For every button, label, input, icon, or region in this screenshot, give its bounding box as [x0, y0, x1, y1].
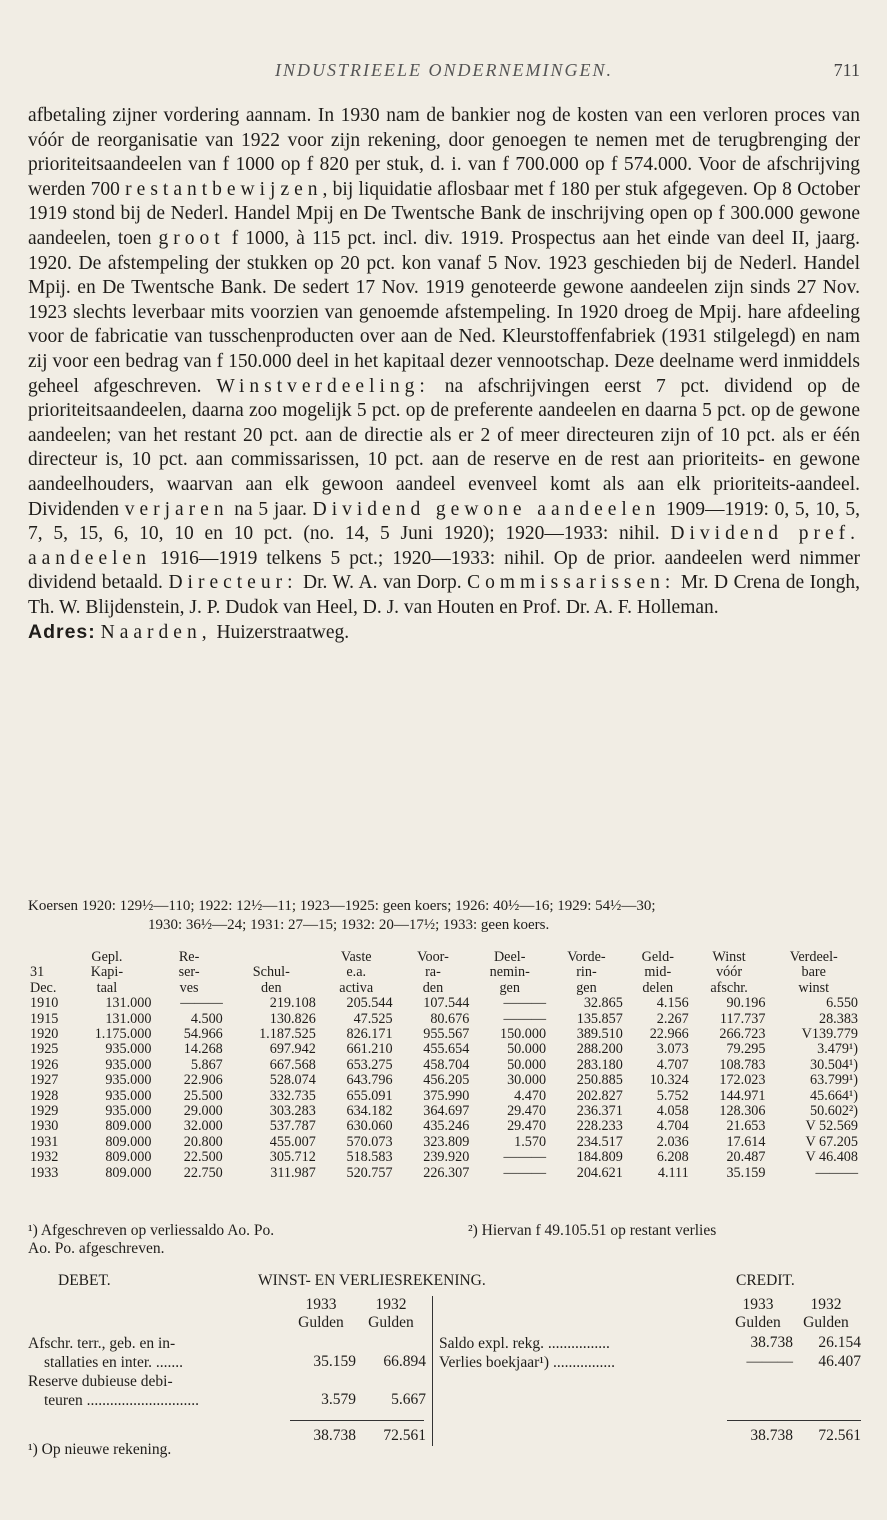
- row-year: 1933: [30, 1164, 59, 1181]
- table-cell: 435.246: [423, 1118, 470, 1135]
- column-header: [60, 950, 153, 996]
- table-cell: 234.517: [576, 1133, 623, 1150]
- debet-row: [28, 1334, 183, 1372]
- column-header-part: Geld-: [641, 949, 674, 965]
- row-year: 1928: [30, 1087, 59, 1104]
- table-cell: 202.827: [576, 1087, 623, 1104]
- table-row: [28, 1119, 860, 1134]
- footnote: ²) Hiervan f 49.105.51 op restant verlies: [468, 1222, 717, 1239]
- column-header: [548, 950, 625, 996]
- table-cell: 809.000: [105, 1164, 152, 1181]
- table-cell: 50.000: [507, 1041, 547, 1058]
- table-cell: ———: [503, 995, 547, 1012]
- text-run: afbetaling zijner vordering aannam. In 1930 nam de bankier nog de kosten van een verloren proces van vóór de reorganisatie van 1922 voor zijn rekening, door genoegen te nemen met de terugbrenging der prioriteitsaandeelen van f 1000 op f 820 per stuk, d. i. van f 700.000 op f 574.000. Voor de afschrijving werden 700: [28, 105, 860, 200]
- table-cell: 250.885: [576, 1072, 623, 1089]
- column-header: [691, 950, 768, 996]
- column-header: [28, 950, 60, 996]
- unit: Gulden: [803, 1314, 849, 1331]
- table-row: [28, 1104, 860, 1119]
- table-cell: 661.210: [346, 1041, 393, 1058]
- table-cell: 63.799¹): [810, 1072, 858, 1089]
- column-header: [767, 950, 860, 996]
- table-cell: 809.000: [105, 1149, 152, 1166]
- table-cell: 332.735: [269, 1087, 316, 1104]
- total: 72.561: [818, 1427, 861, 1444]
- table-cell: 809.000: [105, 1133, 152, 1150]
- table-cell: 935.000: [105, 1087, 152, 1104]
- row-year: 1927: [30, 1072, 59, 1089]
- table-cell: 3.073: [656, 1041, 689, 1058]
- table-cell: 935.000: [105, 1072, 152, 1089]
- table-cell: 32.000: [183, 1118, 223, 1135]
- table-cell: 537.787: [269, 1118, 316, 1135]
- table-cell: 375.990: [423, 1087, 470, 1104]
- table-cell: 17.614: [726, 1133, 766, 1150]
- table-row: [28, 996, 860, 1011]
- table-cell: 935.000: [105, 1041, 152, 1058]
- column-header-part: Winst: [712, 949, 746, 965]
- row-label: Afschr. terr., geb. en in-: [28, 1335, 176, 1352]
- row-year: 1932: [30, 1149, 59, 1166]
- table-cell: 50.000: [507, 1056, 547, 1073]
- table-cell: 630.060: [346, 1118, 393, 1135]
- table-cell: 3.479¹): [817, 1041, 858, 1058]
- table-cell: 107.544: [423, 995, 470, 1012]
- row-label: teuren .............................: [44, 1392, 199, 1409]
- column-header-part: nemin-: [489, 964, 530, 981]
- column-header-part: gen: [576, 979, 597, 996]
- total: 38.738: [750, 1427, 793, 1444]
- amount: ———: [746, 1353, 793, 1370]
- table-cell: 4.156: [656, 995, 689, 1012]
- table-cell: V 52.569: [805, 1118, 858, 1135]
- row-year: 1925: [30, 1041, 59, 1058]
- spaced-term: groot: [158, 227, 225, 249]
- table-cell: 47.525: [353, 1010, 393, 1027]
- table-cell: 311.987: [270, 1164, 316, 1181]
- table-cell: 205.544: [346, 995, 393, 1012]
- table-cell: 643.796: [346, 1072, 393, 1089]
- column-header-part: den: [261, 979, 282, 996]
- table-cell: 5.752: [656, 1087, 689, 1104]
- column-header: [625, 950, 691, 996]
- column-header-part: Schul-: [252, 964, 290, 981]
- table-cell: 570.073: [346, 1133, 393, 1150]
- table-cell: 45.664¹): [810, 1087, 858, 1104]
- table-head: [28, 950, 860, 996]
- total: 72.561: [383, 1427, 426, 1444]
- total: 38.738: [313, 1427, 356, 1444]
- row-label: stallaties en inter. .......: [44, 1354, 184, 1371]
- table-row: [28, 1042, 860, 1057]
- table-cell: 25.500: [183, 1087, 223, 1104]
- table-cell: 283.180: [576, 1056, 623, 1073]
- running-title: INDUSTRIEELE ONDERNEMINGEN.: [275, 60, 613, 80]
- column-header-part: mid-: [644, 964, 672, 981]
- text-run: , bij liquidatie aflosbaar met f 180 per stuk afgegeven. Op 8 October 1919 stond bij de Nederl. Handel Mpij en De Twentsche Bank de inschrijving open op f 300.000 gewone aandeelen, toen: [28, 178, 860, 249]
- table-cell: 323.809: [423, 1133, 470, 1150]
- table-cell: 14.268: [183, 1041, 223, 1058]
- table-cell: 6.550: [826, 995, 858, 1012]
- table-cell: 288.200: [576, 1041, 623, 1058]
- table-cell: 22.500: [183, 1149, 223, 1166]
- table-row: [28, 1089, 860, 1104]
- table-cell: 935.000: [105, 1056, 152, 1073]
- amount: 46.407: [818, 1353, 861, 1370]
- table-cell: 131.000: [105, 995, 152, 1012]
- text-run: Mr. D Crena de Iongh, Th. W. Blijdenstein, J. P. Dudok van Heel, D. J. van Houten en Prof. Dr. A. F. Holleman.: [28, 572, 860, 618]
- table-cell: ———: [180, 995, 223, 1012]
- table-row: [28, 1150, 860, 1165]
- table-row: [28, 1027, 860, 1042]
- wv-header: [28, 1272, 860, 1292]
- page-number: 711: [833, 60, 860, 80]
- column-header-part: Vaste: [340, 949, 372, 965]
- table-cell: 697.942: [269, 1041, 316, 1058]
- amount: 5.667: [391, 1391, 426, 1408]
- dividend-pref-label: Dividend pref. aandeelen: [28, 523, 860, 569]
- table-cell: 520.757: [346, 1164, 393, 1181]
- footnote: Ao. Po. afgeschreven.: [28, 1240, 165, 1257]
- table-cell: 1.175.000: [94, 1026, 152, 1043]
- table-cell: 20.487: [726, 1149, 766, 1166]
- col-head: [723, 1296, 793, 1332]
- text-run: na afschrijvingen eerst 7 pct. dividend op de prioriteitsaandeelen, daarna zoo mogelijk 5 pct. op de preferente aandeelen en daarna 5 pct. op de gewone aandeelen; van het restant 20 pct. aan de directie als er 2 of meer directeuren zijn of 10 pct. als er één directeur is, 10 pct. aan commissarissen, 10 pct. aan de reserve en de rest aan prioriteits- en gewone aandeelhouders, waarvan aan elk gewoon aandeel evenveel komt als aan elk prioriteits-aandeel. Dividenden: [28, 375, 861, 520]
- column-header-part: delen: [642, 979, 674, 996]
- page-header: [28, 60, 860, 84]
- table-cell: 305.712: [269, 1149, 316, 1166]
- row-year: 1920: [30, 1026, 59, 1043]
- table-row: [28, 1166, 860, 1181]
- column-header-part: rin-: [576, 964, 597, 981]
- table-cell: 22.750: [183, 1164, 223, 1181]
- table-cell: 655.091: [346, 1087, 393, 1104]
- column-header-part: Vorde-: [567, 949, 606, 965]
- row-year: 1929: [30, 1103, 59, 1120]
- column-header-part: Kapi-: [90, 964, 124, 981]
- table-cell: 29.000: [183, 1103, 223, 1120]
- table-cell: 90.196: [726, 995, 766, 1012]
- winstverdeeling-label: Winstverdeeling:: [216, 375, 430, 397]
- column-header-part: 31: [30, 964, 45, 981]
- table-cell: 172.023: [719, 1072, 766, 1089]
- table-cell: 1.570: [514, 1133, 547, 1150]
- table-cell: 1.187.525: [259, 1026, 316, 1043]
- table-cell: 50.602²): [810, 1103, 858, 1120]
- table-cell: 204.621: [576, 1164, 623, 1181]
- column-header-part: Gepl.: [91, 949, 123, 965]
- table-cell: 4.111: [657, 1164, 689, 1181]
- column-header-part: Re-: [178, 949, 200, 965]
- table-cell: 653.275: [346, 1056, 393, 1073]
- table-cell: 4.058: [656, 1103, 689, 1120]
- table-cell: 6.208: [656, 1149, 689, 1166]
- table-cell: ———: [503, 1010, 547, 1027]
- col-head: [286, 1296, 356, 1332]
- unit: Gulden: [368, 1314, 414, 1331]
- text-run: 1909—1919: 0, 5, 10, 5, 7, 5, 15, 6, 10, 10 en 10 pct. (no. 14, 5 Juni 1920); 1920—1933: nihil.: [28, 498, 860, 545]
- row-year: 1930: [30, 1118, 59, 1135]
- col-head: [356, 1296, 426, 1332]
- table-cell: 117.737: [719, 1010, 766, 1027]
- amount: 3.579: [321, 1391, 356, 1408]
- credit-row-label: Verlies boekjaar¹) ................: [439, 1354, 615, 1371]
- spaced-term: verjaren: [124, 498, 229, 520]
- table-cell: 458.704: [423, 1056, 470, 1073]
- table-cell: 20.800: [183, 1133, 223, 1150]
- koersen-line: Koersen 1920: 129½—110; 1922: 12½—11; 1923—1925: geen koers; 1926: 40½—16; 1929: 54½—30;: [28, 898, 656, 914]
- column-header: [471, 950, 548, 996]
- table-cell: 528.074: [269, 1072, 316, 1089]
- table-cell: 4.500: [190, 1010, 223, 1027]
- amount: 66.894: [383, 1353, 426, 1370]
- table-cell: 131.000: [105, 1010, 152, 1027]
- column-header-part: afschr.: [710, 979, 748, 996]
- total-rule: [727, 1420, 861, 1421]
- financial-table: [28, 950, 860, 1181]
- table-cell: 455.654: [423, 1041, 470, 1058]
- table-cell: 135.857: [576, 1010, 623, 1027]
- table-row: [28, 1058, 860, 1073]
- column-header-part: vóór: [716, 964, 743, 981]
- column-header-part: winst: [798, 979, 830, 996]
- column-header: [318, 950, 395, 996]
- table-cell: 130.826: [269, 1010, 316, 1027]
- table-row: [28, 1135, 860, 1150]
- column-header: [153, 950, 224, 996]
- table-cell: 54.966: [183, 1026, 223, 1043]
- table-header-row: [28, 950, 860, 996]
- table-cell: 228.233: [576, 1118, 623, 1135]
- table-cell: 809.000: [105, 1118, 152, 1135]
- table-cell: 236.371: [576, 1103, 623, 1120]
- table-cell: 955.567: [423, 1026, 470, 1043]
- column-header-part: e.a.: [346, 964, 367, 981]
- column-header-part: taal: [96, 979, 118, 996]
- adres-label: Adres:: [28, 621, 96, 644]
- table-cell: 226.307: [423, 1164, 470, 1181]
- table-cell: ———: [503, 1164, 547, 1181]
- table-cell: 150.000: [499, 1026, 547, 1043]
- table-cell: V 67.205: [805, 1133, 858, 1150]
- total-rule: [290, 1420, 424, 1421]
- text-run: na 5 jaar.: [234, 498, 307, 520]
- table-cell: 456.205: [423, 1072, 470, 1089]
- table-cell: 32.865: [583, 995, 623, 1012]
- column-header-part: Voor-: [417, 949, 449, 965]
- spaced-term: restantbewijzen: [125, 178, 323, 200]
- table-cell: 4.707: [656, 1056, 689, 1073]
- table-cell: 22.966: [649, 1026, 689, 1043]
- table-cell: 667.568: [269, 1056, 316, 1073]
- row-year: 1926: [30, 1056, 59, 1073]
- row-year: 1915: [30, 1010, 59, 1027]
- column-header-part: activa: [339, 979, 374, 996]
- year: 1932: [810, 1296, 842, 1313]
- directeur-label: Directeur:: [168, 572, 298, 594]
- address-line: [28, 620, 860, 646]
- table-cell: 10.324: [649, 1072, 689, 1089]
- column-header-part: ser-: [178, 964, 200, 981]
- text-run: f 1000, à 115 pct. incl. div. 1919. Prospectus aan het einde van deel II, jaarg. 1920. De afstempeling der stukken op 20 pct. kon vanaf 5 Nov. 1923 geschieden bij de Nederl. Handel Mpij. en De Twentsche Bank. De sedert 17 Nov. 1919 genoteerde gewone aandeelen zijn sinds 27 Nov. 1923 slechts leverbaar mits voorzien van genoemde afstempeling. In 1920 droeg de Mpij. hare afdeeling voor de fabricatie van tusschenproducten over aan de Ned. Kleurstoffenfabriek (1931 stilgelegd) en nam zij voor een bedrag van f 150.000 deel in het kapitaal dezer vennootschap. Deze deelname werd inmiddels geheel afgeschreven.: [28, 227, 861, 397]
- amount: 26.154: [818, 1334, 861, 1351]
- table-cell: ———: [815, 1164, 858, 1181]
- table-cell: 219.108: [269, 995, 316, 1012]
- table-cell: 30.000: [507, 1072, 547, 1089]
- footnote: ¹) Afgeschreven op verliessaldo Ao. Po.: [28, 1222, 275, 1239]
- row-year: 1931: [30, 1133, 59, 1150]
- year: 1933: [742, 1296, 774, 1313]
- credit-side: [432, 1296, 865, 1446]
- table-cell: 935.000: [105, 1103, 152, 1120]
- commissarissen-label: Commissarissen:: [467, 572, 676, 594]
- table-cell: 80.676: [430, 1010, 470, 1027]
- table-cell: 518.583: [346, 1149, 393, 1166]
- table-cell: 5.867: [190, 1056, 223, 1073]
- row-year: 1910: [30, 995, 59, 1012]
- wv-title: WINST- EN VERLIESREKENING.: [258, 1272, 486, 1289]
- credit-row-label: Saldo expl. rekg. ................: [439, 1335, 610, 1352]
- column-header-part: Deel-: [493, 949, 526, 965]
- column-header-part: ra-: [425, 964, 441, 981]
- table-cell: 21.653: [726, 1118, 766, 1135]
- table-cell: 79.295: [726, 1041, 766, 1058]
- debet-row: [28, 1372, 199, 1410]
- table-cell: 29.470: [507, 1118, 547, 1135]
- year: 1932: [375, 1296, 407, 1313]
- table-cell: 22.906: [183, 1072, 223, 1089]
- table-cell: 389.510: [576, 1026, 623, 1043]
- credit-label: CREDIT.: [736, 1272, 795, 1289]
- debet-label: DEBET.: [58, 1272, 111, 1289]
- body-text: [28, 104, 860, 646]
- table-cell: 4.704: [656, 1118, 689, 1135]
- adres-street: Huizerstraatweg.: [216, 622, 350, 644]
- row-label: Reserve dubieuse debi-: [28, 1373, 173, 1390]
- koersen: [28, 897, 860, 935]
- table-cell: 128.306: [719, 1103, 766, 1120]
- column-header: [225, 950, 318, 996]
- amount: 38.738: [750, 1334, 793, 1351]
- table-cell: 364.697: [423, 1103, 470, 1120]
- table-cell: 455.007: [269, 1133, 316, 1150]
- table-cell: 35.159: [726, 1164, 766, 1181]
- table-cell: 144.971: [719, 1087, 766, 1104]
- table-cell: V139.779: [801, 1026, 858, 1043]
- table-cell: 28.383: [818, 1010, 858, 1027]
- table-cell: 108.783: [719, 1056, 766, 1073]
- dividend-gewone-label: Dividend gewone aandeelen: [312, 498, 661, 520]
- main-paragraph: [28, 104, 860, 620]
- year: 1933: [305, 1296, 337, 1313]
- column-header: [395, 950, 472, 996]
- table-row: [28, 1073, 860, 1088]
- adres-place: Naarden,: [100, 622, 212, 644]
- text-run: 1916—1919 telkens 5 pct.; 1920—1933: nihil. Op de prior. aandeelen werd nimmer dividend betaald.: [28, 547, 860, 594]
- amount: 35.159: [313, 1353, 356, 1370]
- column-header-part: gen: [499, 979, 520, 996]
- column-header-part: ves: [179, 979, 199, 996]
- table-body: [28, 996, 860, 1181]
- table-cell: 29.470: [507, 1103, 547, 1120]
- text-run: Dr. W. A. van Dorp.: [303, 572, 462, 594]
- table-cell: 30.504¹): [810, 1056, 858, 1073]
- column-header-part: den: [422, 979, 444, 996]
- koersen-line: 1930: 36½—24; 1931: 27—15; 1932: 20—17½; 1933: geen koers.: [148, 917, 550, 933]
- table-cell: 2.267: [656, 1010, 689, 1027]
- unit: Gulden: [298, 1314, 344, 1331]
- table-cell: 634.182: [346, 1103, 393, 1120]
- table-cell: 4.470: [514, 1087, 547, 1104]
- wv-footnote: ¹) Op nieuwe rekening.: [28, 1441, 172, 1458]
- table-cell: 2.036: [656, 1133, 689, 1150]
- table-cell: 239.920: [423, 1149, 470, 1166]
- table-row: [28, 1012, 860, 1027]
- table-cell: 266.723: [719, 1026, 766, 1043]
- column-header-part: bare: [801, 964, 826, 981]
- col-head: [791, 1296, 861, 1332]
- table-cell: 184.809: [576, 1149, 623, 1166]
- unit: Gulden: [735, 1314, 781, 1331]
- table-cell: ———: [503, 1149, 547, 1166]
- column-header-part: Dec.: [30, 979, 57, 996]
- column-header-part: Verdeel-: [789, 949, 838, 965]
- table-cell: V 46.408: [805, 1149, 858, 1166]
- table-cell: 303.283: [269, 1103, 316, 1120]
- table-cell: 826.171: [346, 1026, 393, 1043]
